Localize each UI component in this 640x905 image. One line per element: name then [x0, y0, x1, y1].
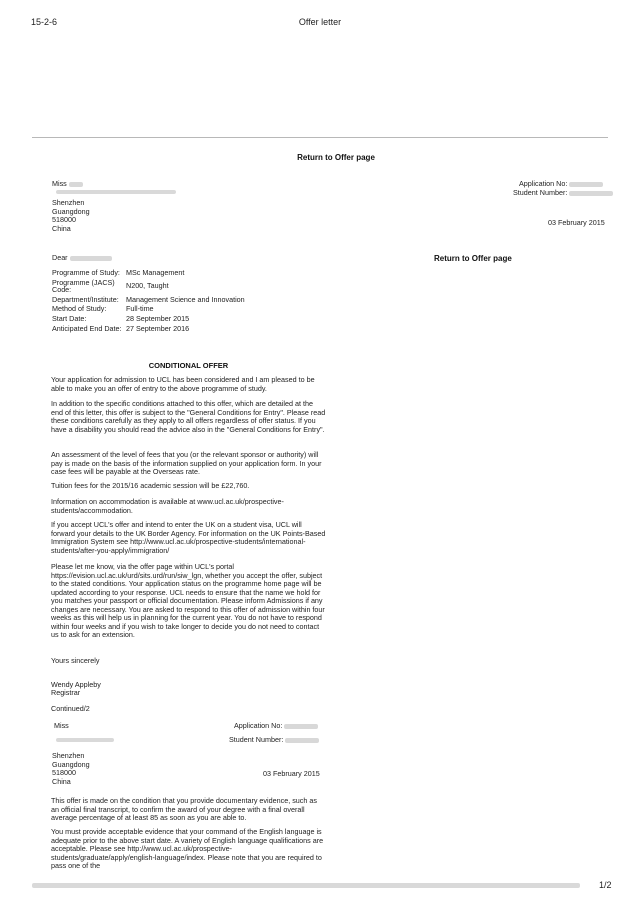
- offer-heading: CONDITIONAL OFFER: [148, 361, 229, 370]
- letter-date: 03 February 2015: [548, 218, 605, 227]
- closing: Yours sincerely: [51, 656, 100, 665]
- page2-paragraph: This offer is made on the condition that you provide documentary evidence, such as an official final transcript, to confirm the award of your degree with a final overall average percentage of at least 85 as soon as you are able to.: [51, 796, 317, 823]
- page2-student-number: [229, 736, 319, 745]
- print-date: 15-2-6: [31, 17, 58, 27]
- programme-row: [52, 325, 322, 335]
- page2-application-no: [234, 722, 318, 731]
- print-title: Offer letter: [298, 17, 342, 27]
- page2-letter-date: 03 February 2015: [263, 769, 320, 778]
- address-line: 518000: [52, 768, 76, 778]
- paragraph: Your application for admission to UCL has been considered and I am pleased to be able to make you an offer of entry to the above programme of study.: [51, 375, 315, 393]
- application-no-label: Application No:: [234, 721, 283, 730]
- paragraph: In addition to the specific conditions attached to this offer, which are detailed at the end of this letter, this offer is subject to the "General Conditions for Entry". Please read these conditions carefully as they apply to all offers regardless of offer status. If you have a disability you should read the advice also in the "General Conditions for Entry".: [51, 399, 326, 434]
- programme-value: Management Science and Innovation: [126, 294, 245, 304]
- programme-label: Programme of Study:: [52, 268, 120, 277]
- header-divider: [32, 137, 608, 138]
- programme-label: Programme (JACS) Code:: [52, 277, 115, 295]
- programme-label: Method of Study:: [52, 304, 107, 314]
- paragraph: An assessment of the level of fees that you (or the relevant sponsor or authority) will pay is made on the basis of the information supplied on your application form. In your case fees will be payable at the Overseas rate.: [51, 450, 322, 477]
- programme-label: Department/Institute:: [52, 294, 119, 304]
- programme-label: Start Date:: [52, 313, 87, 323]
- return-to-offer-link-side[interactable]: Return to Offer page: [434, 254, 512, 263]
- programme-value: 27 September 2016: [126, 323, 190, 333]
- address-line: Shenzhen: [52, 198, 85, 207]
- programme-row: [52, 279, 322, 296]
- redacted-name: [69, 182, 83, 187]
- address-line: 518000: [52, 215, 76, 225]
- page2-paragraph: You must provide acceptable evidence that your command of the English language is adequate prior to the above start date. A variety of English language qualifications are acceptable. Please see http://www.ucl.ac.uk/prospective-students/graduate/apply/english-language/index. Please note that you are required to pass one of the: [51, 827, 324, 871]
- address-line: Guangdong: [52, 759, 90, 769]
- signatory-name: Wendy Appleby: [51, 680, 101, 689]
- page2-address-lines: [52, 752, 90, 786]
- programme-label: Anticipated End Date:: [52, 323, 122, 333]
- redacted-application-no: [569, 182, 603, 187]
- address-line: Guangdong: [52, 206, 90, 216]
- programme-value: 28 September 2015: [126, 313, 190, 323]
- student-number: [513, 189, 613, 198]
- address-line: China: [52, 776, 71, 786]
- signatory-title: Registrar: [51, 688, 81, 697]
- page2-salutation: Miss: [54, 721, 69, 730]
- programme-value: Full-time: [126, 304, 154, 314]
- redacted-address: [56, 190, 176, 194]
- paragraph: If you accept UCL's offer and intend to enter the UK on a student visa, UCL will forward your details to the UK Border Agency. For information on the UK Points-Based Immigration System see http://www.ucl.ac.uk/prospective-students/international-students/after-you-apply/immigration/: [51, 520, 326, 555]
- paragraph: Information on accommodation is available at www.ucl.ac.uk/prospective-students/accommodation.: [51, 497, 284, 515]
- address-lines: [52, 199, 90, 233]
- address-block: [52, 180, 83, 189]
- salutation: Miss: [52, 179, 67, 188]
- address-line: China: [52, 223, 71, 233]
- programme-details-table: [52, 269, 322, 334]
- page-number: 1/2: [599, 880, 612, 890]
- student-number-label: Student Number:: [229, 735, 284, 744]
- dear-label: Dear: [52, 253, 68, 262]
- dear-line: [52, 254, 112, 263]
- programme-value: N200, Taught: [126, 281, 169, 291]
- application-no-label: Application No:: [519, 179, 568, 188]
- redacted-student-number: [285, 738, 319, 743]
- student-number-label: Student Number:: [513, 188, 568, 197]
- redacted-addressee: [70, 256, 112, 261]
- redacted-application-no: [284, 724, 318, 729]
- programme-value: MSc Management: [126, 268, 185, 277]
- redacted-student-number: [569, 191, 613, 196]
- paragraph: Tuition fees for the 2015/16 academic session will be £22,760.: [51, 481, 250, 490]
- continued-note: Continued/2: [51, 704, 90, 713]
- address-line: Shenzhen: [52, 751, 85, 760]
- redacted-address: [56, 738, 114, 742]
- paragraph: Please let me know, via the offer page within UCL's portal https://evision.ucl.ac.uk/urd/sits.urd/run/siw_lgn, whether you accept the offer, subject to the stated conditions. Your application status on the programme home page will be updated according to your response. UCL needs to ensure that the name we hold for you matches your passport or official documentation. Please inform Admissions if any changes are necessary. You are asked to respond to this offer of admission within four weeks as this will help us in planning for the current year. You do not have to respond within four weeks and if you wish to take longer to decide you do not need to contact us to ask for an extension.: [51, 562, 325, 640]
- return-to-offer-link[interactable]: Return to Offer page: [297, 153, 375, 162]
- redacted-footer-url: [32, 883, 580, 888]
